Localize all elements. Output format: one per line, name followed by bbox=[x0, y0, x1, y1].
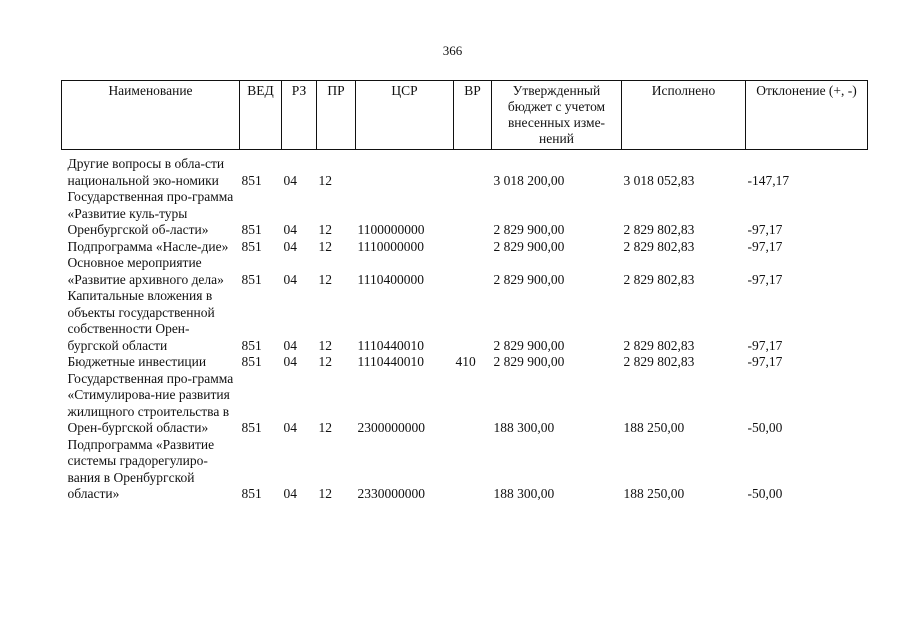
row-budget-cell: 3 018 200,00 bbox=[493, 172, 565, 188]
row-deviation-cell: -97,17 bbox=[747, 271, 783, 287]
row-rz-cell: 04 bbox=[283, 354, 297, 369]
row-vr-cell bbox=[454, 371, 492, 437]
column-header-name: Наименование bbox=[62, 81, 240, 150]
row-deviation-cell: -97,17 bbox=[747, 354, 783, 369]
row-pr-cell: 12 bbox=[318, 420, 332, 435]
row-rz-cell: 04 bbox=[283, 486, 297, 501]
table-row bbox=[62, 288, 868, 354]
row-vr-cell bbox=[454, 255, 492, 288]
row-name-cell: Другие вопросы в обла-сти национальной эко-номики bbox=[67, 156, 225, 188]
table-row bbox=[62, 371, 868, 437]
row-executed-cell: 188 250,00 bbox=[623, 420, 685, 435]
column-header-deviation: Отклонение (+, -) bbox=[746, 81, 868, 150]
row-budget-cell: 2 829 900,00 bbox=[493, 222, 565, 237]
row-deviation-cell: -50,00 bbox=[747, 420, 783, 435]
table-body bbox=[62, 150, 868, 503]
row-csr-cell: 1110400000 bbox=[357, 271, 424, 287]
row-rz-cell: 04 bbox=[283, 337, 297, 353]
row-rz-cell: 04 bbox=[283, 271, 297, 287]
row-executed-cell: 2 829 802,83 bbox=[623, 238, 695, 254]
row-name-cell: Государственная про-грамма «Развитие куль-туры Оренбургской об-ласти» bbox=[67, 189, 234, 237]
row-deviation-cell: -97,17 bbox=[747, 337, 783, 353]
row-pr-cell: 12 bbox=[318, 172, 332, 188]
row-name-cell: Подпрограмма «Развитие системы градорегулиро-вания в Оренбургской области» bbox=[67, 436, 215, 501]
row-executed-cell: 188 250,00 bbox=[623, 486, 685, 501]
row-ved-cell: 851 bbox=[241, 354, 262, 369]
row-pr-cell: 12 bbox=[318, 354, 332, 369]
row-csr-cell: 2330000000 bbox=[357, 486, 425, 501]
row-deviation-cell: -147,17 bbox=[747, 172, 790, 188]
table-row bbox=[62, 189, 868, 239]
row-executed-cell: 3 018 052,83 bbox=[623, 172, 695, 188]
row-rz-cell: 04 bbox=[283, 238, 297, 254]
row-name-cell: Основное мероприятие «Развитие архивного дела» bbox=[67, 255, 224, 287]
page-number: 366 bbox=[442, 43, 463, 58]
row-executed-cell: 2 829 802,83 bbox=[623, 354, 695, 369]
row-executed-cell: 2 829 802,83 bbox=[623, 337, 695, 353]
row-rz-cell: 04 bbox=[283, 420, 297, 435]
row-csr-cell: 1110440010 bbox=[357, 337, 424, 353]
row-ved-cell: 851 bbox=[241, 420, 262, 435]
column-header-pr: ПР bbox=[317, 81, 356, 150]
row-csr-cell: 1100000000 bbox=[357, 222, 425, 237]
column-header-rz: РЗ bbox=[282, 81, 317, 150]
row-vr-cell bbox=[454, 189, 492, 239]
table-row bbox=[62, 156, 868, 189]
table-row bbox=[62, 239, 868, 256]
row-pr-cell: 12 bbox=[318, 337, 332, 353]
column-header-budget: Утвержденный бюджет с учетом внесенных изме-нений bbox=[492, 81, 622, 150]
table-header-row bbox=[62, 81, 868, 150]
column-header-csr: ЦСР bbox=[356, 81, 454, 150]
row-budget-cell: 2 829 900,00 bbox=[493, 354, 565, 369]
row-budget-cell: 2 829 900,00 bbox=[493, 271, 565, 287]
row-csr-cell: 1110440010 bbox=[357, 354, 424, 369]
row-pr-cell: 12 bbox=[318, 486, 332, 501]
row-budget-cell: 188 300,00 bbox=[493, 420, 555, 435]
row-budget-cell: 2 829 900,00 bbox=[493, 337, 565, 353]
row-ved-cell: 851 bbox=[241, 172, 262, 188]
row-pr-cell: 12 bbox=[318, 271, 332, 287]
row-vr-cell bbox=[454, 437, 492, 503]
row-ved-cell: 851 bbox=[241, 238, 262, 254]
row-budget-cell: 2 829 900,00 bbox=[493, 238, 565, 254]
table-row bbox=[62, 437, 868, 503]
row-vr-cell bbox=[454, 156, 492, 189]
row-executed-cell: 2 829 802,83 bbox=[623, 222, 695, 237]
row-deviation-cell: -97,17 bbox=[747, 222, 783, 237]
row-name-cell: Подпрограмма «Насле-дие» bbox=[67, 238, 229, 254]
row-vr-cell: 410 bbox=[455, 354, 476, 369]
row-csr-cell: 1110000000 bbox=[357, 238, 424, 254]
budget-table bbox=[61, 80, 868, 503]
row-deviation-cell: -97,17 bbox=[747, 238, 783, 254]
row-ved-cell: 851 bbox=[241, 486, 262, 501]
row-csr-cell bbox=[356, 156, 454, 189]
row-ved-cell: 851 bbox=[241, 337, 262, 353]
row-budget-cell: 188 300,00 bbox=[493, 486, 555, 501]
row-vr-cell bbox=[454, 239, 492, 256]
row-vr-cell bbox=[454, 288, 492, 354]
row-deviation-cell: -50,00 bbox=[747, 486, 783, 501]
row-pr-cell: 12 bbox=[318, 222, 332, 237]
column-header-ved: ВЕД bbox=[240, 81, 282, 150]
row-executed-cell: 2 829 802,83 bbox=[623, 271, 695, 287]
row-ved-cell: 851 bbox=[241, 222, 262, 237]
table-row bbox=[62, 255, 868, 288]
row-ved-cell: 851 bbox=[241, 271, 262, 287]
row-rz-cell: 04 bbox=[283, 172, 297, 188]
row-csr-cell: 2300000000 bbox=[357, 420, 425, 435]
row-pr-cell: 12 bbox=[318, 238, 332, 254]
row-rz-cell: 04 bbox=[283, 222, 297, 237]
row-name-cell: Бюджетные инвестиции bbox=[67, 354, 207, 369]
column-header-vr: ВР bbox=[454, 81, 492, 150]
row-name-cell: Капитальные вложения в объекты государственной собственности Орен-бургской области bbox=[67, 288, 215, 353]
table-row bbox=[62, 354, 868, 371]
column-header-executed: Исполнено bbox=[622, 81, 746, 150]
row-name-cell: Государственная про-грамма «Стимулирова-ние развития жилищного строительства в Орен-бургской области» bbox=[67, 370, 234, 435]
